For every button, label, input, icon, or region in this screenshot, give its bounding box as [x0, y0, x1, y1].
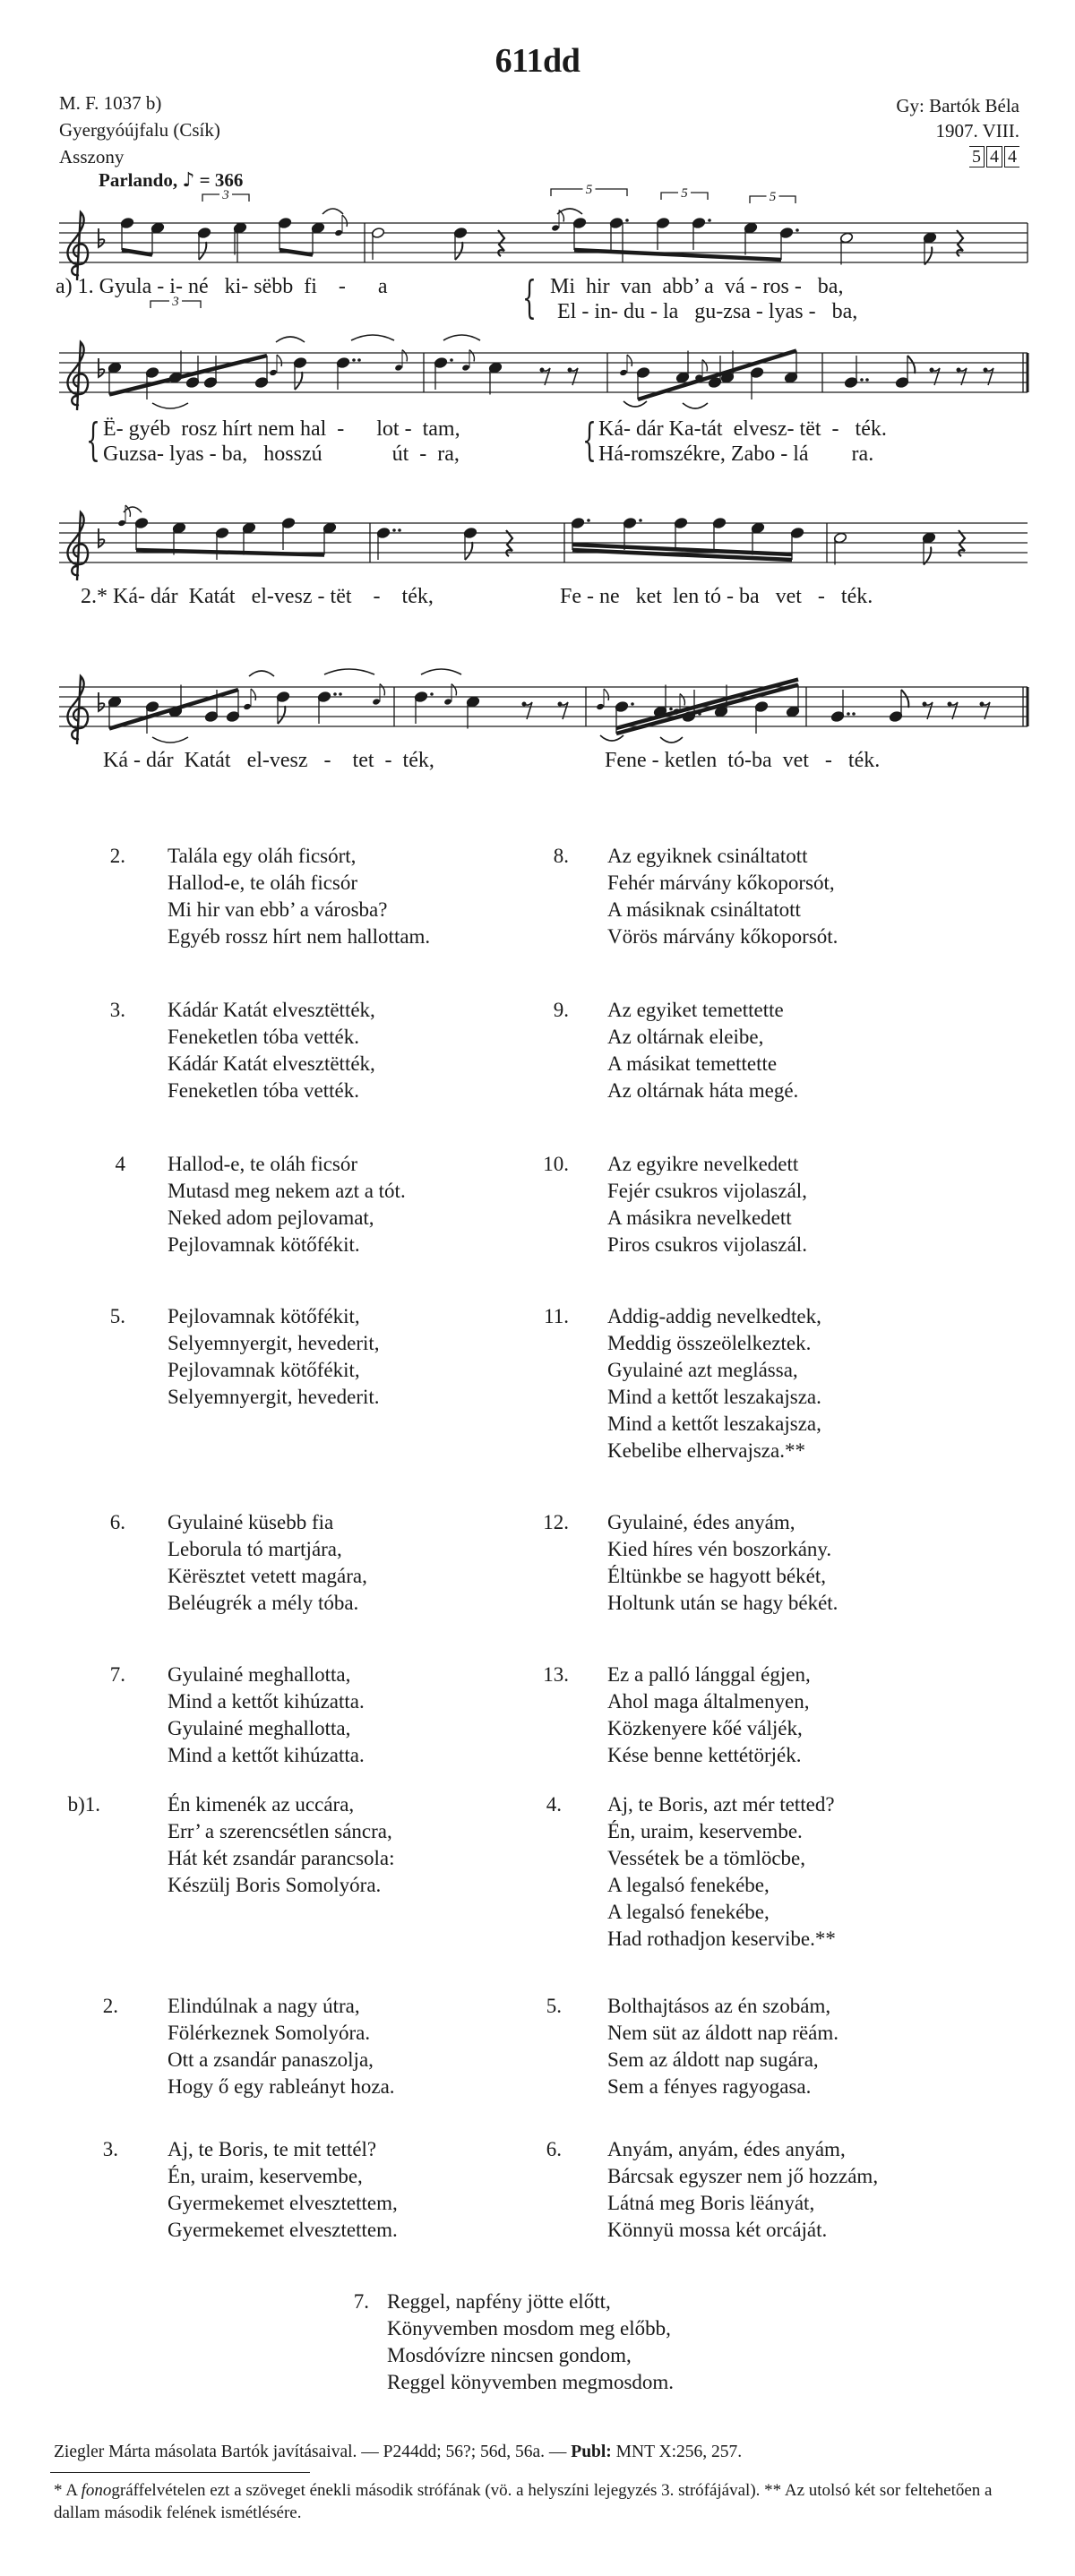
note-dot [392, 528, 396, 532]
grace-note-head [394, 364, 403, 371]
stanza-line: Gyulainé meghallotta, [168, 1717, 351, 1739]
stanza-line: Elindúlnak a nagy útra, [168, 1995, 360, 2017]
stanza-line: Fölérkeznek Somolyóra. [168, 2022, 371, 2044]
stanza-line: Ott a zsandár panaszolja, [168, 2048, 374, 2071]
grace-note-flag [277, 355, 281, 366]
stanza-number: 3. [102, 2138, 118, 2160]
slur [683, 403, 708, 408]
note-dot [708, 219, 711, 222]
stanza-line: Aj, te Boris, te mit tettél? [168, 2138, 377, 2160]
stanza-line: Látná meg Boris lëányát, [607, 2192, 815, 2214]
stanza-number: 2. [109, 845, 125, 867]
beam [280, 250, 313, 255]
stanza-number: 12. [543, 1511, 569, 1533]
stanza-line: Mi hir van ebb’ a városba? [168, 898, 388, 921]
stanza-line: Anyám, anyám, édes anyám, [607, 2138, 846, 2160]
syllable-box: 5 [969, 146, 985, 167]
note-dot [865, 378, 869, 382]
note-dot [333, 692, 337, 696]
note-flag [455, 242, 462, 260]
slur [324, 669, 374, 674]
stanza-number: 6. [109, 1511, 125, 1533]
stanza-line: A másikra nevelkedett [607, 1206, 792, 1229]
footnote [54, 2479, 1035, 2524]
stanza-line: Mind a kettőt kihúzatta. [168, 1690, 365, 1713]
lyric-line: Há-romszékre, Zabo - lá ra. [598, 442, 874, 466]
beam [574, 250, 781, 260]
stanza-number: 8. [553, 845, 569, 867]
stanza-line: Egyéb rossz hírt nem hallottam. [168, 925, 431, 948]
stanza-line: Leborula tó martjára, [168, 1538, 342, 1560]
stanza-line: Gyulainé meghallotta, [168, 1663, 351, 1686]
grace-note-flag [251, 689, 255, 700]
tuplet-number: 3 [172, 295, 179, 309]
stanza-number: 13. [543, 1663, 569, 1686]
lyric-line: Fe - ne ket len tó - ba vet - ték. [560, 585, 873, 608]
flat-icon [99, 528, 104, 547]
tuplet-number: 3 [222, 188, 229, 202]
stanza-line: Had rothadjon keservibe.** [607, 1928, 836, 1950]
note-dot [339, 692, 342, 696]
flat-icon [99, 358, 104, 377]
note-dot [430, 692, 434, 696]
stanza-number: 5. [109, 1305, 125, 1327]
slur [421, 669, 461, 674]
stanza-line: Az egyiknek csináltatott [607, 845, 808, 867]
tempo-label: Parlando, [99, 169, 178, 191]
stanza-line: Meddig összeölelkeztek. [607, 1332, 812, 1354]
location: Gyergyóújfalu (Csík) [59, 119, 220, 141]
grace-note-head [334, 229, 343, 236]
stanza-line: Gyulainé azt meglássa, [607, 1359, 798, 1381]
lyric-line: Mi hir van abb’ a vá - ros - ba, [550, 275, 844, 298]
stanza-line: Ez a palló lánggal égjen, [607, 1663, 811, 1686]
flat-icon [99, 228, 104, 247]
grace-note-flag [402, 350, 407, 362]
stanza-number: 6. [546, 2138, 562, 2160]
stanza-line: Pejlovamnak kötőfékit. [168, 1233, 360, 1256]
footnote-italic: fono [81, 2481, 112, 2500]
stanza-line: Sem az áldott nap sugára, [607, 2048, 819, 2071]
grace-note-flag [452, 684, 456, 696]
stanza-line: Kërësztet vetett magára, [168, 1565, 367, 1587]
footnote-star: * A [54, 2481, 82, 2500]
grace-note-head [619, 369, 628, 376]
stanza-line: Err’ a szerencsétlen sáncra, [168, 1820, 392, 1842]
stanza-line: Gyulainé küsebb fia [168, 1511, 334, 1533]
note-dot [450, 358, 453, 362]
stanza-line: Hát két zsandár parancsola: [168, 1847, 395, 1869]
stanza-number: 2. [102, 1995, 118, 2017]
flat-icon [99, 692, 104, 711]
stanza-line: Én kimenék az uccára, [168, 1793, 355, 1816]
note-flag [907, 356, 915, 374]
grace-note-head [269, 369, 278, 376]
tuplet-number: 5 [681, 186, 688, 201]
grace-note-flag [469, 350, 474, 362]
note-dot [625, 219, 629, 222]
stanza-line: Az egyikre nevelkedett [607, 1153, 799, 1175]
slur [351, 335, 394, 340]
stanza-line: Hallod-e, te oláh ficsór [168, 872, 358, 894]
stanza-line: Vessétek be a tömlöcbe, [607, 1847, 805, 1869]
note-dot [398, 528, 401, 532]
stanza-line: Talála egy oláh ficsórt, [168, 845, 357, 867]
slur [152, 737, 188, 743]
slur [443, 335, 480, 340]
header-right [896, 93, 1019, 168]
source-text: Ziegler Márta másolata Bartók javításaival. — P244dd; 56?; 56d, 56a. — [54, 2443, 572, 2461]
note-dot [847, 712, 850, 716]
grace-note-flag [380, 684, 384, 696]
slur [124, 507, 142, 512]
stanza-number: 3. [109, 999, 125, 1021]
stanza-line: Könnyü mossa két orcáját. [607, 2219, 828, 2241]
note-dot [639, 519, 642, 522]
date: 1907. VIII. [935, 120, 1019, 142]
stanza-line: Holtunk után se hagy békét. [607, 1592, 838, 1614]
stanza-line: Kádár Katát elvesztëtték, [168, 1052, 375, 1075]
stanza-line: Kése benne kettétörjék. [607, 1744, 802, 1766]
note-flag [465, 542, 472, 560]
stanza-line: Mosdóvízre nincsen gondom, [387, 2344, 632, 2366]
singer: Asszony [59, 146, 125, 167]
grace-note-head [243, 703, 252, 710]
stanza-line: Az egyiket temettette [607, 999, 784, 1021]
lyric-line: El - in- du - la gu-zsa - lyas - ba, [557, 300, 858, 323]
stanza-line: Neked adom pejlovamat, [168, 1206, 374, 1229]
syllable-box: 4 [986, 146, 1002, 167]
stanza-line: Fejér csukros vijolaszál, [607, 1180, 807, 1202]
lyric-line: Fene - ketlen tó-ba vet - ték. [605, 749, 881, 772]
stanza-line: Hallod-e, te oláh ficsór [168, 1153, 358, 1175]
stanza-line: Éltünkbe se hagyott békét, [607, 1565, 826, 1587]
stanza-line: Könyvemben mosdom meg előbb, [387, 2317, 671, 2340]
slur [557, 209, 582, 214]
syllable-structure [969, 146, 1019, 167]
grace-note-head [461, 364, 470, 371]
stanza-line: Gyermekemet elvesztettem, [168, 2192, 398, 2214]
brace-icon: { [582, 414, 597, 466]
stanza-line: Az oltárnak eleibe, [607, 1026, 764, 1048]
grace-note-head [372, 698, 381, 705]
stanza-line: Fehér márvány kőkoporsót, [607, 872, 835, 894]
stanza-line: Mind a kettőt kihúzatta. [168, 1744, 365, 1766]
publ-label: Publ: [571, 2443, 612, 2461]
stanza-line: A másikat temettette [607, 1052, 778, 1075]
catalog-number: M. F. 1037 b) [59, 92, 162, 114]
stanza-line: Ahol maga általmenyen, [607, 1690, 810, 1713]
grace-note-flag [702, 360, 707, 372]
stanza-line: Piros csukros vijolaszál. [607, 1233, 807, 1256]
stanza-line: Aj, te Boris, azt mér tetted? [607, 1793, 835, 1816]
stanza-line: Én, uraim, keservembe, [168, 2165, 363, 2187]
source-note [54, 2442, 742, 2463]
brace-icon: { [86, 414, 100, 466]
footnote-text: gráffelvételen ezt a szöveget énekli második strófának (vö. a helyszíni lejegyzés 3. strófájával). ** Az utolsó két sor feltehetően a dallam második felének ismétlésére. [54, 2481, 993, 2522]
note-flag [901, 690, 908, 708]
stanza-line: Pejlovamnak kötőfékit, [168, 1359, 360, 1381]
page-title: 611dd [494, 42, 580, 80]
stanza-line: Addig-addig nevelkedtek, [607, 1305, 821, 1327]
stanza-number: 4. [546, 1793, 562, 1816]
beam [109, 356, 267, 395]
stanza-number: b)1. [67, 1793, 100, 1816]
lyric-line: Ká- dár Ka-tát elvesz- tët - ték. [598, 417, 887, 441]
note-flag [295, 372, 302, 390]
slur [276, 337, 305, 342]
stanza-line: Mind a kettőt leszakajsza. [607, 1386, 821, 1408]
stanza-line: Vörös márvány kőkoporsót. [607, 925, 838, 948]
stanza-line: Kádár Katát elvesztëtték, [168, 999, 375, 1021]
stanza-line: Mind a kettőt leszakajsza, [607, 1413, 821, 1435]
stanza-line: Selyemnyergit, hevederit. [168, 1386, 380, 1408]
stanza-number: 4 [115, 1153, 125, 1175]
stanza-number: 9. [553, 999, 569, 1021]
stanza-line: Én, uraim, keservembe. [607, 1820, 803, 1842]
lyric-line: Ká - dár Katát el-vesz - tet - ték, [103, 749, 434, 772]
lyric-line: a) 1. Gyula - i- né ki- sëbb fi - a [56, 275, 388, 298]
stanza-line: Bárcsak egyszer nem jő hozzám, [607, 2165, 879, 2187]
stanza-number: 5. [546, 1995, 562, 2017]
stanza-line: Pejlovamnak kötőfékit, [168, 1305, 360, 1327]
note-dot [357, 358, 361, 362]
publ-value: MNT X:256, 257. [611, 2443, 743, 2461]
stanza-line: Készülj Boris Somolyóra. [168, 1874, 382, 1896]
grace-note-flag [680, 694, 684, 706]
note-dot [669, 708, 673, 711]
stanza-line: Kebelibe elhervajsza.** [607, 1439, 805, 1462]
stanza-line: Kied híres vén boszorkány. [607, 1538, 832, 1560]
stanza-line: Sem a fényes ragyogasa. [607, 2075, 812, 2098]
stanza-line: A legalsó fenekébe, [607, 1901, 770, 1923]
grace-note-flag [627, 355, 632, 366]
stanza-line: Reggel könyvemben megmosdom. [387, 2371, 675, 2393]
slur [624, 401, 647, 407]
beam [109, 690, 238, 729]
brace-icon: { [522, 271, 537, 323]
collector: Gy: Bartók Béla [896, 95, 1019, 116]
lyric-line: 2.* Ká- dár Katát el-vesz - tët - ték, [81, 585, 434, 608]
stanza-line: Feneketlen tóba vették. [168, 1026, 359, 1048]
stanza-line: Mutasd meg nekem azt a tót. [168, 1180, 406, 1202]
footnote-divider [50, 2472, 310, 2473]
stanza-number: 7. [109, 1663, 125, 1686]
grace-note-flag [342, 215, 347, 227]
stanza-line: Selyemnyergit, hevederit, [168, 1332, 380, 1354]
slur [322, 209, 343, 214]
note-flag [199, 242, 206, 260]
note-flag [278, 706, 285, 724]
stanza-line: Gyulainé, édes anyám, [607, 1511, 796, 1533]
beam [136, 550, 324, 555]
slur [600, 735, 624, 741]
lyric-line: Ë- gyéb rosz hírt nem hal - lot - tam, [103, 417, 460, 441]
note-dot [860, 378, 864, 382]
stanza-line: Gyermekemet elvesztettem. [168, 2219, 398, 2241]
lyric-line: Guzsa- lyas - ba, hosszú út - ra, [103, 442, 460, 466]
slur [249, 671, 274, 676]
stanza-line: Feneketlen tóba vették. [168, 1079, 359, 1102]
music-staff-3 [0, 493, 1075, 591]
syllable-box: 4 [1004, 146, 1019, 167]
note-dot [352, 358, 356, 362]
tempo-value: = 366 [199, 169, 244, 191]
stanza-line: Beléugrék a mély tóba. [168, 1592, 359, 1614]
tuplet-number: 5 [585, 183, 593, 197]
stanza-number: 7. [353, 2290, 369, 2313]
tuplet-number: 5 [769, 190, 777, 204]
stanza-line: Bolthajtásos az én szobám, [607, 1995, 831, 2017]
stanza-number: 11. [544, 1305, 569, 1327]
slur [152, 403, 188, 408]
stanza-line: A másiknak csináltatott [607, 898, 801, 921]
stanza-line: Reggel, napfény jötte előtt, [387, 2290, 611, 2313]
beam [122, 250, 152, 255]
note-dot [796, 228, 799, 232]
grace-note-flag [604, 689, 608, 700]
stanza-line: A legalsó fenekébe, [607, 1874, 770, 1896]
eighth-note-icon: ♪ [182, 169, 195, 192]
note-dot [852, 712, 856, 716]
tempo-marking [99, 168, 243, 193]
stanza-line: Közkenyere kőé váljék, [607, 1717, 803, 1739]
grace-note-head [551, 224, 560, 231]
stanza-line: Az oltárnak háta megé. [607, 1079, 799, 1102]
header-left [59, 90, 220, 170]
grace-note-head [443, 698, 452, 705]
note-dot [631, 702, 634, 706]
slur [660, 737, 683, 743]
grace-note-head [117, 519, 126, 527]
music-staff-4 [0, 657, 1075, 755]
note-dot [587, 519, 590, 522]
stanza-line: Nem süt az áldott nap rëám. [607, 2022, 839, 2044]
stanza-number: 10. [543, 1153, 569, 1175]
grace-note-head [596, 703, 605, 710]
stanza-line: Hogy ő egy rableányt hoza. [168, 2075, 395, 2098]
